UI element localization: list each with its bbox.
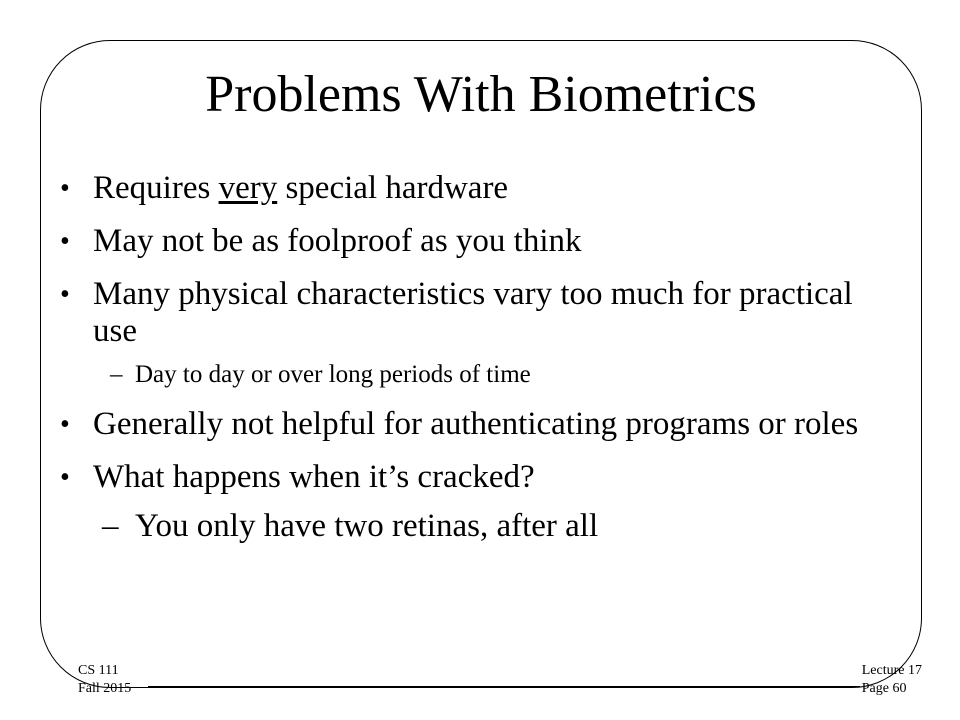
bullet-text: special hardware <box>277 170 509 206</box>
sub-bullet-text: You only have two retinas, after all <box>135 508 599 544</box>
lecture-info <box>862 662 922 698</box>
page-number: Page 60 <box>861 681 907 696</box>
slide-title: Problems With Biometrics <box>205 66 757 123</box>
bullet-text: Requires <box>93 170 219 206</box>
bullet-item <box>60 170 880 207</box>
bullet-text: Many physical characteristics vary too much for practical use <box>93 276 853 349</box>
bullet-icon: • <box>60 173 70 204</box>
term-label: Fall 2015 <box>78 681 132 696</box>
bullet-item <box>60 459 880 496</box>
bullet-list <box>60 170 880 561</box>
bullet-item <box>60 276 880 350</box>
bullet-icon: • <box>60 409 70 440</box>
bullet-icon: • <box>60 279 70 310</box>
lecture-label: Lecture 17 <box>861 663 922 678</box>
bullet-item <box>60 223 880 260</box>
bullet-item <box>60 406 880 443</box>
course-label: CS 111 <box>78 663 119 678</box>
footer-divider <box>148 686 860 687</box>
bullet-text: Generally not helpful for authenticating programs or roles <box>93 406 859 442</box>
course-info <box>78 662 131 698</box>
sub-bullet-text: Day to day or over long periods of time <box>135 361 531 388</box>
sub-bullet-item <box>60 360 880 390</box>
sub-bullet-item <box>60 508 880 545</box>
bullet-emphasis: very <box>218 170 278 206</box>
dash-icon: – <box>110 361 123 388</box>
bullet-icon: • <box>60 462 70 493</box>
dash-icon: – <box>102 508 119 544</box>
bullet-text: May not be as foolproof as you think <box>93 223 582 259</box>
bullet-text: What happens when it’s cracked? <box>93 459 535 495</box>
bullet-icon: • <box>60 226 70 257</box>
